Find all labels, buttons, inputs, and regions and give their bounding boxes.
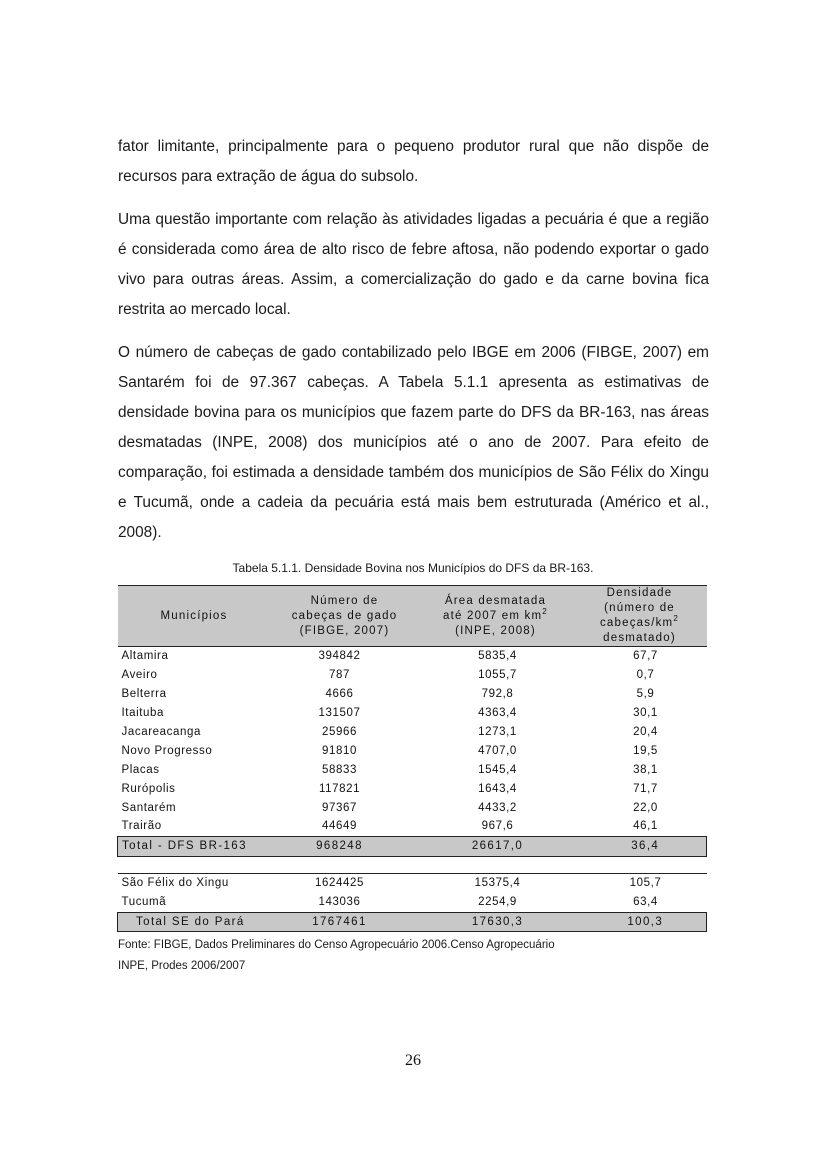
table-total-row-se-para [118, 912, 707, 932]
cell-municipio: Belterra [121, 688, 167, 701]
paragraph-2: Uma questão importante com relação às atividades ligadas a pecuária é que a região é considerada como área de alto risco de febre aftosa, não podendo exportar o gado vivo para outras áreas. Assim, a comercialização do gado e da carne bovina fica restrita ao mercado local. [118, 211, 709, 318]
cell-municipio: Tucumã [121, 896, 167, 909]
cell-municipio: Itaituba [121, 707, 165, 720]
cell-densidade: 5,9 [636, 688, 655, 701]
cell-cabecas: 58833 [322, 763, 357, 776]
cell-cabecas: 91810 [322, 744, 357, 757]
cell-densidade: 46,1 [633, 820, 658, 833]
cell-densidade: 105,7 [629, 877, 662, 890]
cell-municipio: Aveiro [121, 669, 158, 682]
cell-area: 1545,4 [478, 763, 517, 776]
table-row [118, 685, 707, 704]
cell-total-label: Total SE do Pará [118, 912, 271, 932]
table-row [118, 666, 707, 685]
cell-densidade: 100,3 [573, 912, 707, 932]
table-row [118, 873, 707, 892]
table-header-row [118, 586, 707, 647]
paragraph-3: O número de cabeças de gado contabilizado pelo IBGE em 2006 (FIBGE, 2007) em Santarém foi de 97.367 cabeças. A Tabela 5.1.1 apresenta as estimativas de densidade bovina para os municípios que fazem parte do DFS da BR-163, nas áreas desmatadas (INPE, 2008) dos municípios até o ano de 2007. Para efeito de comparação, foi estimada a densidade também dos municípios de São Félix do Xingu e Tucumã, onde a cadeia da pecuária está mais bem estruturada (Américo et al., 2008). [118, 344, 709, 541]
table-total-row-dfs [118, 836, 707, 856]
cell-cabecas: 143036 [318, 896, 361, 909]
cell-densidade: 30,1 [633, 707, 658, 720]
table-row [118, 760, 707, 779]
cell-cabecas: 1624425 [315, 877, 364, 890]
cell-municipio: Rurópolis [121, 782, 176, 795]
cell-densidade: 36,4 [573, 836, 707, 856]
cell-municipio: Placas [121, 763, 160, 776]
cell-densidade: 63,4 [633, 896, 658, 909]
table-row [118, 817, 707, 836]
table-source-note [118, 935, 718, 977]
cell-densidade: 19,5 [633, 744, 658, 757]
cell-cabecas: 44649 [322, 820, 357, 833]
cell-densidade: 22,0 [633, 801, 658, 814]
table-spacer-row [118, 856, 707, 873]
cell-area: 5835,4 [478, 650, 517, 663]
table-row [118, 798, 707, 817]
cell-area: 1273,1 [478, 726, 517, 738]
table-caption: Tabela 5.1.1. Densidade Bovina nos Municípios do DFS da BR-163. [232, 561, 594, 575]
header-densidade: Densidade (número de cabeças/$km^2$ desmatado) [573, 586, 707, 647]
header-municipios: Municípios [118, 586, 271, 647]
table-row [118, 704, 707, 723]
cell-cabecas: 968248 [271, 836, 419, 856]
table-row [118, 779, 707, 798]
cell-cabecas: 131507 [318, 707, 361, 720]
cell-densidade: 38,1 [633, 763, 658, 776]
header-area: Área desmatada até 2007 em $km^2$ (INPE, 2008) [419, 586, 573, 647]
cell-municipio: São Félix do Xingu [121, 877, 229, 890]
cell-cabecas: 1767461 [271, 912, 419, 932]
cell-municipio: Altamira [121, 650, 169, 663]
cell-area: 26617,0 [419, 836, 573, 856]
cell-municipio: Novo Progresso [121, 744, 213, 757]
cell-area: 967,6 [481, 820, 514, 833]
cell-densidade: 71,7 [633, 782, 658, 795]
source-line-1: Fonte: FIBGE, Dados Preliminares do Censo Agropecuário 2006.Censo Agropecuário [118, 939, 555, 951]
cell-cabecas: 97367 [322, 801, 357, 814]
cell-area: 15375,4 [474, 877, 521, 890]
cell-cabecas: 117821 [318, 782, 361, 795]
cell-area: 4363,4 [478, 707, 517, 720]
cell-municipio: Santarém [121, 801, 177, 814]
cell-area: 4707,0 [478, 744, 517, 757]
cell-municipio: Jacareacanga [121, 726, 201, 738]
header-cabecas: Número de cabeças de gado (FIBGE, 2007) [271, 586, 419, 647]
cell-area: 1643,4 [478, 782, 517, 795]
cell-area: 792,8 [481, 688, 514, 701]
cell-area: 2254,9 [478, 896, 517, 909]
cell-cabecas: 4666 [325, 688, 354, 701]
cell-cabecas: 787 [329, 669, 350, 682]
cell-cabecas: 394842 [318, 650, 361, 663]
paragraph-1: fator limitante, principalmente para o pequeno produtor rural que não dispõe de recursos para extração de água do subsolo. [118, 138, 709, 185]
cell-area: 4433,2 [478, 801, 517, 814]
table-row [118, 723, 707, 742]
density-table [117, 585, 707, 932]
cell-area: 1055,7 [478, 669, 517, 682]
cell-densidade: 0,7 [636, 669, 655, 682]
table-row [118, 893, 707, 912]
cell-total-label: Total - DFS BR-163 [118, 836, 271, 856]
cell-cabecas: 25966 [322, 726, 357, 738]
source-line-2: INPE, Prodes 2006/2007 [118, 960, 246, 972]
cell-densidade: 20,4 [633, 726, 658, 738]
cell-densidade: 67,7 [633, 650, 658, 663]
page-number: 26 [405, 1052, 421, 1069]
table-row [118, 741, 707, 760]
cell-municipio: Trairão [121, 820, 162, 833]
table-row [118, 647, 707, 666]
cell-area: 17630,3 [419, 912, 573, 932]
